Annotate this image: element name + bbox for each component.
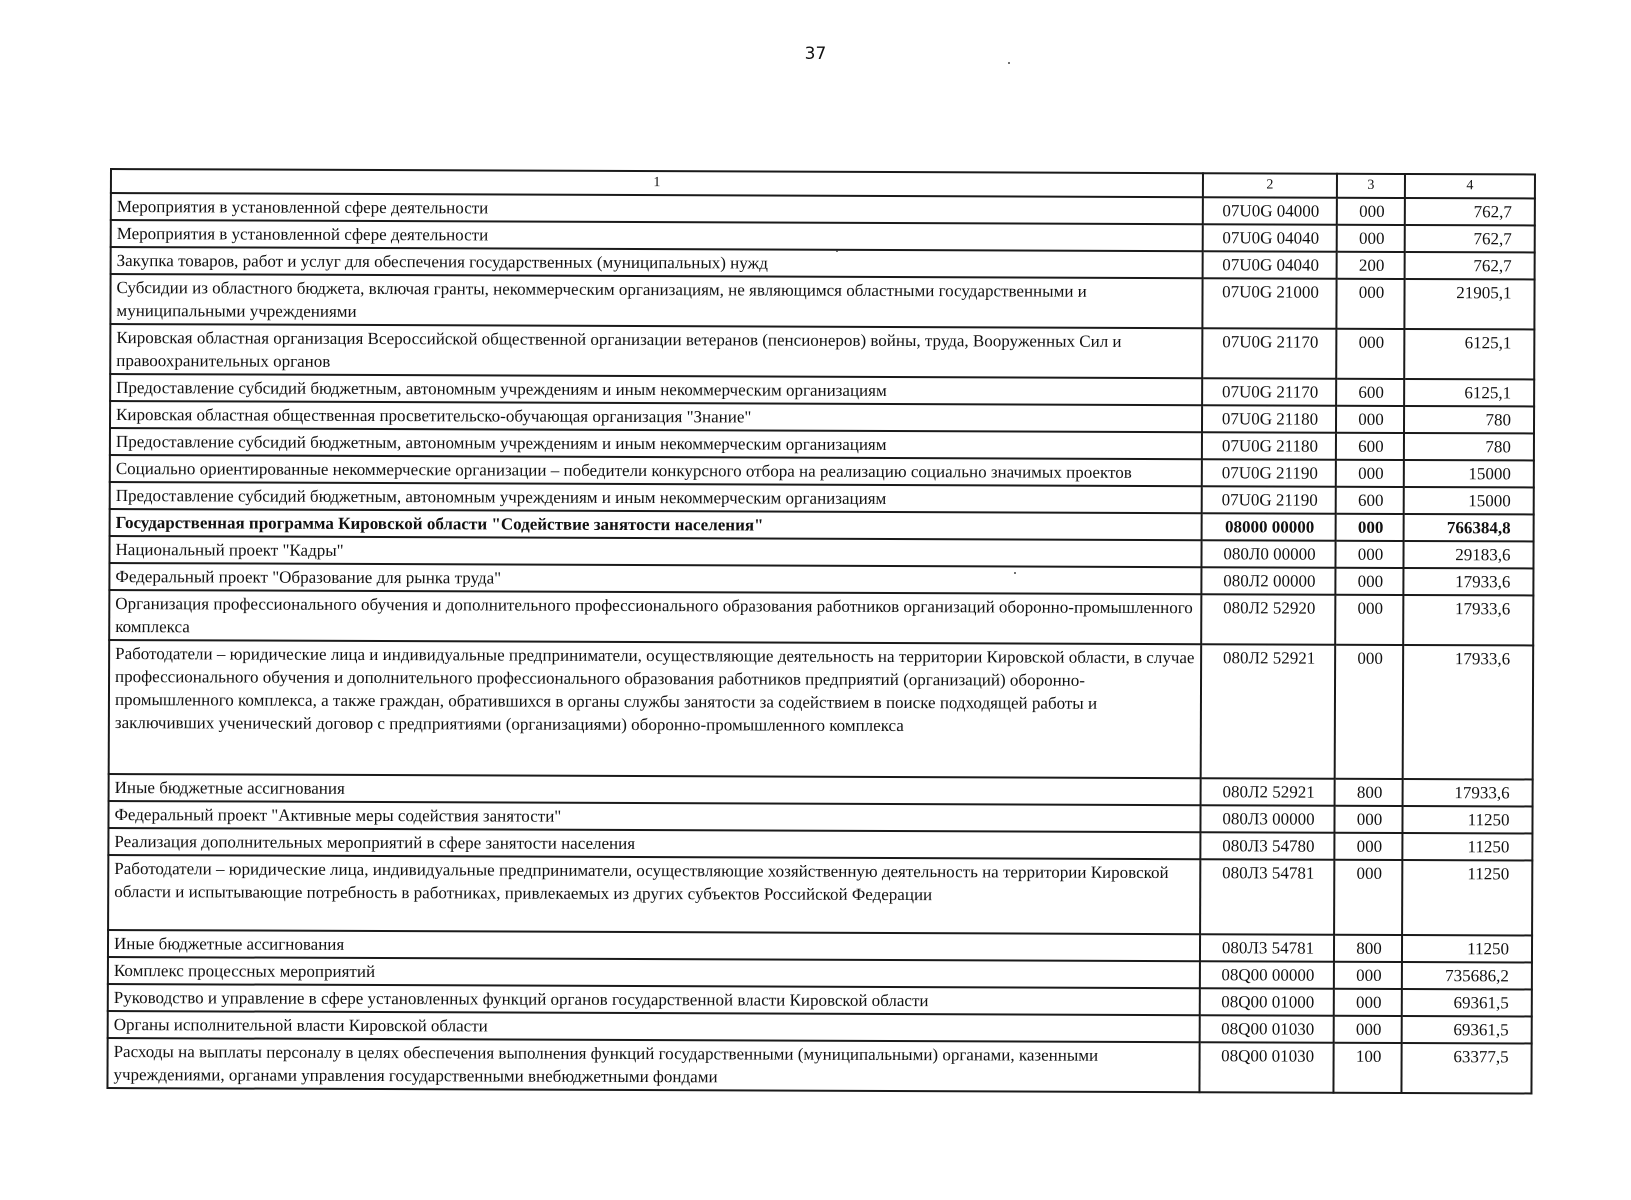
row-kind-cell: 000 [1336,279,1404,329]
row-amount-cell: 6125,1 [1404,329,1534,379]
row-kind-cell: 000 [1336,329,1404,379]
row-amount-cell: 735686,2 [1402,962,1532,989]
row-kind-cell: 000 [1335,568,1403,595]
row-code-cell: 080Л2 52921 [1201,778,1335,806]
row-kind-cell: 000 [1334,989,1402,1016]
row-name-cell: Предоставление субсидий бюджетным, автономным учреждениям и иным некоммерческим организациям [110,374,1202,405]
row-amount-cell: 17933,6 [1403,779,1533,806]
row-kind-cell: 000 [1337,225,1405,252]
row-kind-cell: 000 [1336,514,1404,541]
row-name-cell: Кировская областная общественная просветительско-обучающая организация "Знание" [110,401,1202,432]
row-code-cell: 080Л3 54781 [1200,859,1334,935]
row-amount-cell: 11250 [1402,860,1532,935]
row-code-cell: 07U0G 04040 [1203,251,1337,279]
row-amount-cell: 762,7 [1405,225,1535,252]
row-amount-cell: 780 [1404,433,1534,460]
row-name-cell: Комплекс процессных мероприятий [108,957,1200,988]
row-name-cell: Предоставление субсидий бюджетным, автономным учреждениям и иным некоммерческим организациям [110,428,1202,459]
row-name-cell: Федеральный проект "Активные меры содействия занятости" [108,801,1200,832]
table-row [110,274,1534,329]
row-kind-cell: 200 [1337,252,1405,279]
row-amount-cell: 15000 [1404,487,1534,514]
row-kind-cell: 600 [1336,379,1404,406]
budget-table [106,168,1536,1094]
row-kind-cell: 000 [1334,860,1402,935]
row-name-cell: Расходы на выплаты персоналу в целях обеспечения выполнения функций государственными (муниципальными) органами, казенными учреждениями, органами управления государственными внебюджетными фондами [107,1038,1199,1092]
row-kind-cell: 000 [1334,833,1402,860]
row-amount-cell: 11250 [1402,806,1532,833]
row-code-cell: 08Q00 01030 [1200,1015,1334,1043]
row-amount-cell: 762,7 [1405,198,1535,225]
row-code-cell: 08Q00 01000 [1200,988,1334,1016]
row-code-cell: 080Л2 52921 [1201,644,1336,779]
row-kind-cell: 000 [1334,962,1402,989]
table-row [109,590,1533,645]
row-kind-cell: 000 [1336,460,1404,487]
row-code-cell: 08Q00 01030 [1199,1042,1333,1093]
row-name-cell: Органы исполнительной власти Кировской области [108,1011,1200,1042]
page-number: 37 [804,44,827,64]
row-code-cell: 07U0G 04000 [1203,197,1337,225]
row-code-cell: 08Q00 00000 [1200,961,1334,989]
table-row [110,324,1534,379]
row-code-cell: 080Л2 52920 [1201,594,1335,645]
row-amount-cell: 21905,1 [1404,279,1534,329]
table-row [109,640,1534,779]
row-amount-cell: 69361,5 [1402,989,1532,1016]
row-amount-cell: 17933,6 [1403,568,1533,595]
row-amount-cell: 11250 [1402,935,1532,962]
row-amount-cell: 766384,8 [1404,514,1534,541]
row-name-cell: Национальный проект "Кадры" [109,536,1201,567]
row-amount-cell: 29183,6 [1403,541,1533,568]
row-amount-cell: 6125,1 [1404,379,1534,406]
row-code-cell: 080Л3 54781 [1200,934,1334,962]
row-kind-cell: 600 [1336,487,1404,514]
row-amount-cell: 780 [1404,406,1534,433]
table-row [107,1038,1531,1093]
row-name-cell: Субсидии из областного бюджета, включая гранты, некоммерческим организациям, не являющимся областными государственными и муниципальными учреждениями [110,274,1202,328]
row-name-cell: Федеральный проект "Образование для рынка труда" [109,563,1201,594]
row-name-cell: Работодатели – юридические лица и индивидуальные предприниматели, осуществляющие деятельность на территории Кировской области, в случае профессионального обучения и дополнительного профессионального образования работников предприятий (организаций) оборонно-промышленного комплекса, а также граждан, обратившихся в органы службы занятости за содействием в поиске подходящей работы и заключивших ученический договор с предприятиями (организациями) оборонно-промышленного комплекса [109,640,1202,778]
row-name-cell: Реализация дополнительных мероприятий в сфере занятости населения [108,828,1200,859]
row-code-cell: 07U0G 21180 [1202,405,1336,433]
row-name-cell: Кировская областная организация Всероссийской общественной организации ветеранов (пенсионеров) войны, труда, Вооруженных Сил и правоохранительных органов [110,324,1202,378]
row-code-cell: 080Л3 54780 [1200,832,1334,860]
row-name-cell: Мероприятия в установленной сфере деятельности [111,193,1203,224]
row-kind-cell: 000 [1335,645,1404,779]
row-name-cell: Государственная программа Кировской области "Содействие занятости населения" [110,509,1202,540]
row-kind-cell: 100 [1333,1043,1401,1093]
row-amount-cell: 17933,6 [1403,645,1534,779]
row-kind-cell: 000 [1335,595,1403,645]
row-kind-cell: 000 [1335,541,1403,568]
row-amount-cell: 69361,5 [1402,1016,1532,1043]
row-name-cell: Социально ориентированные некоммерческие организации – победители конкурсного отбора на реализацию социально значимых проектов [110,455,1202,486]
row-amount-cell: 15000 [1404,460,1534,487]
header-col-4: 4 [1405,174,1535,198]
row-kind-cell: 000 [1336,406,1404,433]
scan-speck [836,250,838,252]
row-amount-cell: 762,7 [1405,252,1535,279]
row-name-cell: Иные бюджетные ассигнования [109,774,1201,805]
row-kind-cell: 600 [1336,433,1404,460]
row-name-cell: Организация профессионального обучения и дополнительного профессионального образования работников организаций оборонно-промышленного комплекса [109,590,1201,644]
row-name-cell: Закупка товаров, работ и услуг для обеспечения государственных (муниципальных) нужд [111,247,1203,278]
table-row [108,855,1532,935]
row-code-cell: 07U0G 21180 [1202,432,1336,460]
row-code-cell: 07U0G 21190 [1202,459,1336,487]
header-col-1: 1 [111,169,1203,197]
row-name-cell: Предоставление субсидий бюджетным, автономным учреждениям и иным некоммерческим организациям [110,482,1202,513]
row-code-cell: 07U0G 04040 [1203,224,1337,252]
scan-speck [1014,572,1016,574]
row-name-cell: Мероприятия в установленной сфере деятельности [111,220,1203,251]
row-amount-cell: 17933,6 [1403,595,1533,645]
row-amount-cell: 63377,5 [1401,1043,1531,1093]
row-code-cell: 07U0G 21000 [1202,278,1336,329]
row-amount-cell: 11250 [1402,833,1532,860]
row-code-cell: 080Л0 00000 [1201,540,1335,568]
row-code-cell: 07U0G 21190 [1202,486,1336,514]
budget-table-wrapper [106,168,1534,1094]
row-code-cell: 07U0G 21170 [1202,328,1336,379]
scan-speck [1008,62,1010,64]
header-col-3: 3 [1337,174,1405,198]
row-kind-cell: 800 [1335,779,1403,806]
row-name-cell: Работодатели – юридические лица, индивидуальные предприниматели, осуществляющие хозяйственную деятельность на территории Кировской области и испытывающие потребность в работниках, привлекаемых из других субъектов Российской Федерации [108,855,1200,934]
row-code-cell: 080Л2 00000 [1201,567,1335,595]
row-kind-cell: 000 [1334,806,1402,833]
row-name-cell: Иные бюджетные ассигнования [108,930,1200,961]
row-code-cell: 07U0G 21170 [1202,378,1336,406]
table-body [107,193,1534,1093]
row-kind-cell: 000 [1334,1016,1402,1043]
row-kind-cell: 000 [1337,198,1405,225]
row-kind-cell: 800 [1334,935,1402,962]
header-col-2: 2 [1203,173,1337,198]
row-name-cell: Руководство и управление в сфере установленных функций органов государственной власти Кировской области [108,984,1200,1015]
row-code-cell: 080Л3 00000 [1200,805,1334,833]
row-code-cell: 08000 00000 [1202,513,1336,541]
